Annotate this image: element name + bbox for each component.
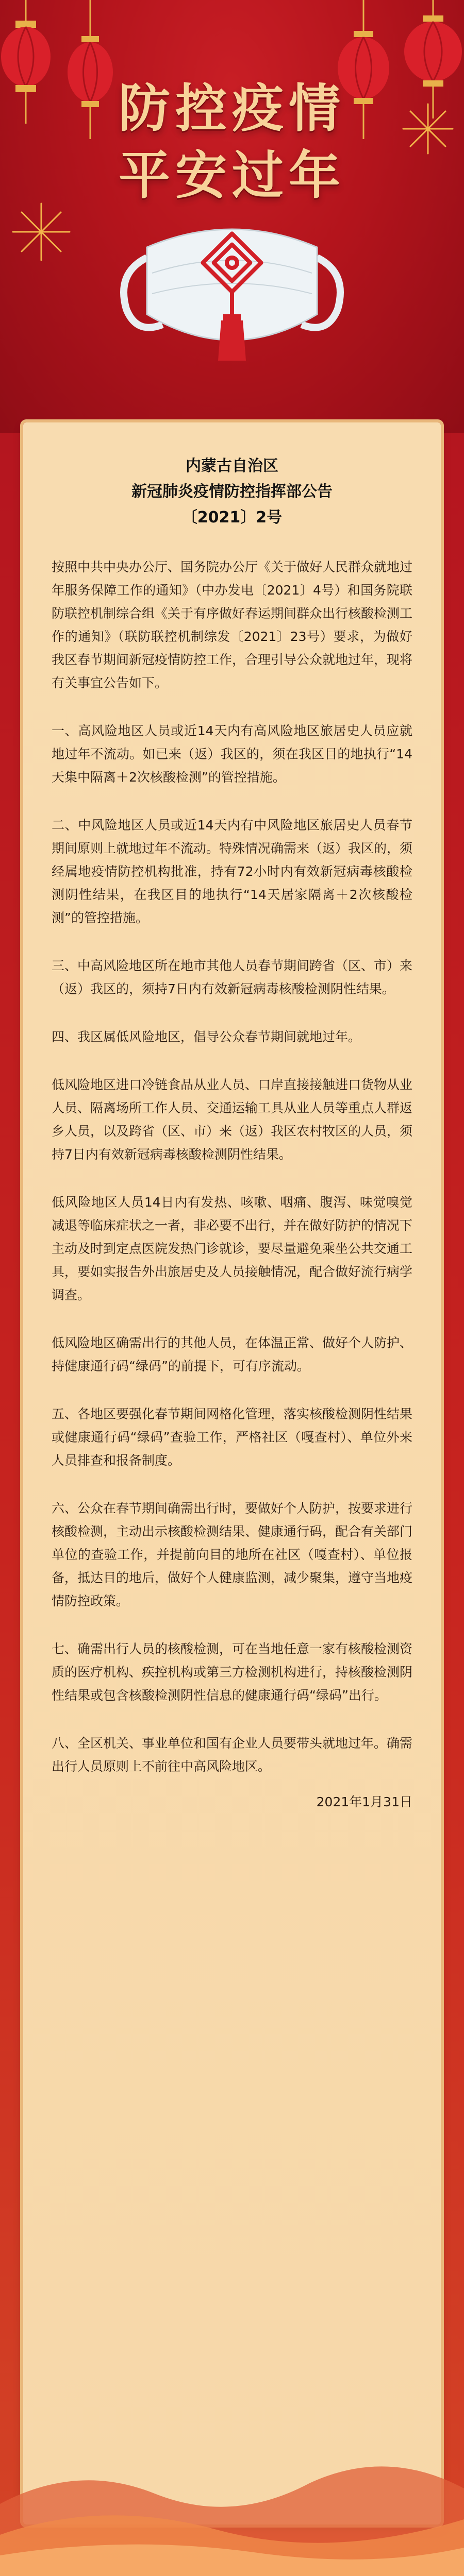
notice-paragraph: 二、中风险地区人员或近14天内有中风险地区旅居史人员春节期间原则上就地过年不流动。特殊情况确需来（返）我区的，须经属地疫情防控机构批准，持有72小时内有效新冠病毒核酸检测阴性结果，在我区目的地执行“14天居家隔离＋2次核酸检测”的管控措施。 [52, 818, 413, 925]
top-banner [0, 0, 464, 433]
face-mask-icon [111, 196, 353, 386]
notice-paragraph: 四、我区属低风险地区，倡导公众春节期间就地过年。 [52, 1029, 361, 1044]
notice-paragraph: 按照中共中央办公厅、国务院办公厅《关于做好人民群众就地过年服务保障工作的通知》（中办发电〔2021〕4号）和国务院联防联控机制综合组《关于有序做好春运期间群众出行核酸检测工作的通知》（联防联控机制综发〔2021〕23号）要求，为做好我区春节期间新冠疫情防控工作，合理引导公众就地过年，现将有关事宜公告如下。 [52, 560, 413, 690]
banner-title-line1: 防控疫情 [119, 78, 345, 139]
notice-body [52, 453, 412, 1814]
notice-paragraph: 低风险地区进口冷链食品从业人员、口岸直接接触进口货物从业人员、隔离场所工作人员、交通运输工具从业人员等重点人群返乡人员，以及跨省（区、市）来（返）我区农村牧区的人员，须持7日内有效新冠病毒核酸检测阴性结果。 [52, 1077, 413, 1162]
notice-paragraph: 八、全区机关、事业单位和国有企业人员要带头就地过年。确需出行人员原则上不前往中高风险地区。 [52, 1736, 413, 1774]
notice-paragraph: 低风险地区确需出行的其他人员，在体温正常、做好个人防护、持健康通行码“绿码”的前提下，可有序流动。 [52, 1335, 413, 1374]
notice-paragraph: 低风险地区人员14日内有发热、咳嗽、咽痛、腹泻、味觉嗅觉减退等临床症状之一者，非必要不出行，并在做好防护的情况下主动及时到定点医院发热门诊就诊，要尽量避免乘坐公共交通工具，要如实报告外出旅居史及人员接触情况，配合做好流行病学调查。 [52, 1195, 413, 1302]
notice-org-line1: 内蒙古自治区 [186, 457, 278, 475]
banner-title-line2: 平安过年 [119, 145, 345, 206]
footer-wave-decoration [0, 2421, 464, 2576]
notice-paragraph: 一、高风险地区人员或近14天内有高风险地区旅居史人员应就地过年不流动。如已来（返）我区的，须在我区目的地执行“14天集中隔离＋2次核酸检测”的管控措施。 [52, 723, 412, 785]
notice-paragraph: 三、中高风险地区所在地市其他人员春节期间跨省（区、市）来（返）我区的，须持7日内有效新冠病毒核酸检测阴性结果。 [52, 958, 413, 996]
notice-paragraph: 五、各地区要强化春节期间网格化管理，落实核酸检测阴性结果或健康通行码“绿码”查验工作，严格社区（嘎查村）、单位外来人员排查和报备制度。 [52, 1406, 413, 1468]
notice-panel [23, 422, 441, 2524]
notice-paragraph: 六、公众在春节期间确需出行时，要做好个人防护，按要求进行核酸检测，主动出示核酸检测结果、健康通行码，配合有关部门单位的查验工作，并提前向目的地所在社区（嘎查村）、单位报备，抵达目的地后，做好个人健康监测，减少聚集，遵守当地疫情防控政策。 [52, 1501, 413, 1608]
notice-date: 2021年1月31日 [316, 1794, 412, 1809]
notice-org-line2: 新冠肺炎疫情防控指挥部公告 [131, 483, 333, 501]
notice-number: 〔2021〕2号 [181, 509, 283, 527]
notice-paragraph: 七、确需出行人员的核酸检测，可在当地任意一家有核酸检测资质的医疗机构、疾控机构或第三方检测机构进行，持核酸检测阴性结果或包含核酸检测阴性信息的健康通行码“绿码”出行。 [52, 1641, 413, 1703]
